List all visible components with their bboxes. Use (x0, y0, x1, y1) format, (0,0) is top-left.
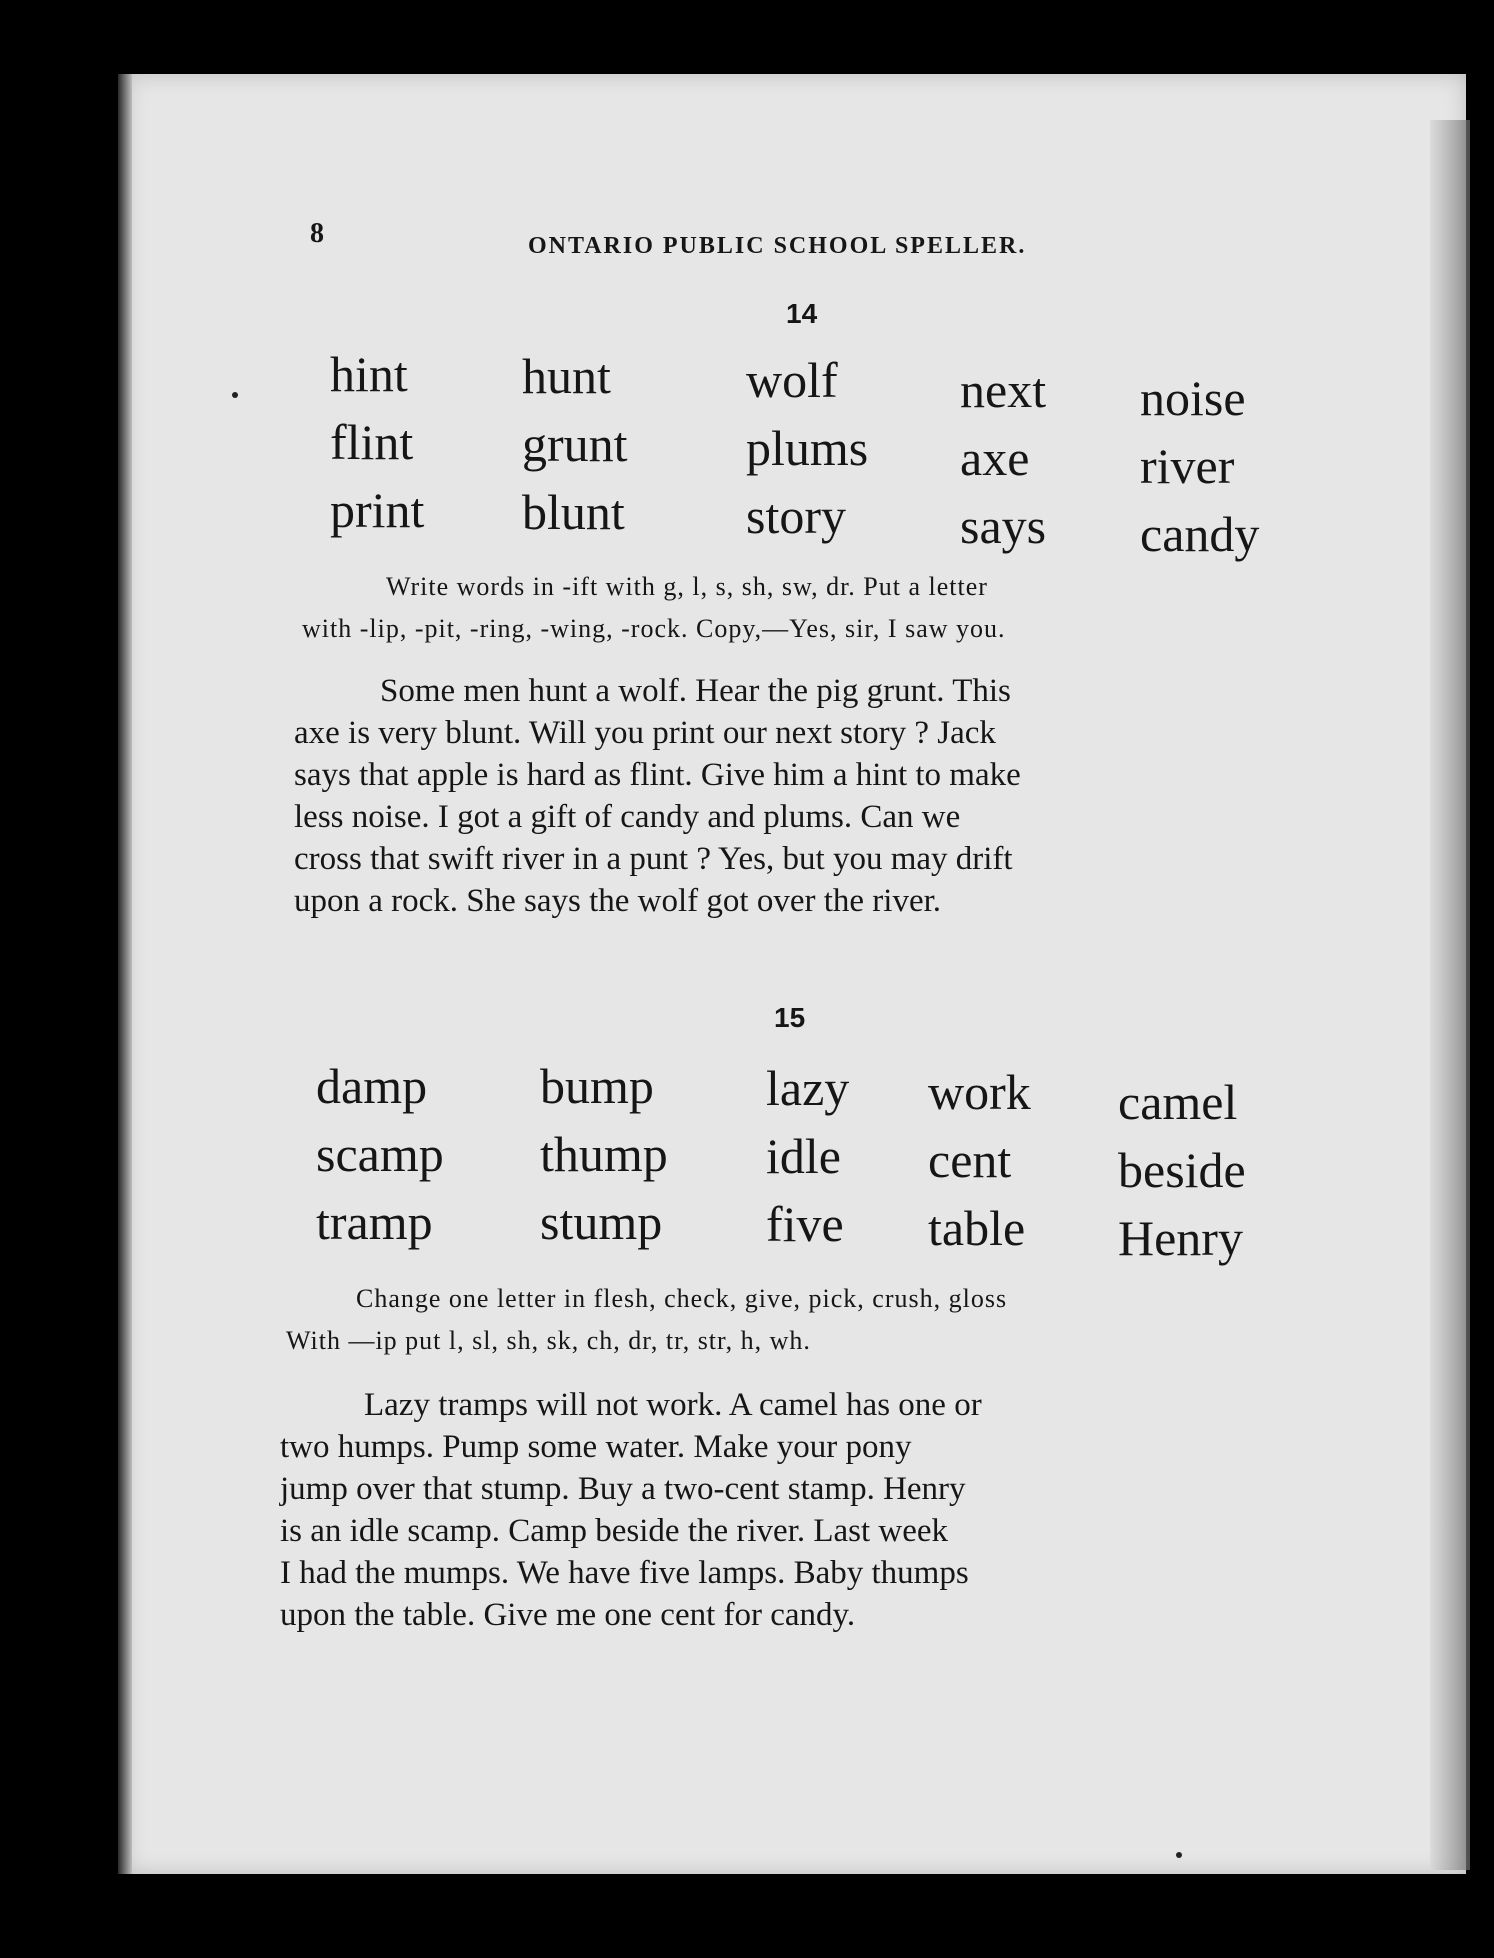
spelling-word: tramp (316, 1194, 433, 1250)
spelling-word: flint (330, 414, 414, 470)
spelling-word: Henry (1118, 1210, 1243, 1266)
paragraph-line: Some men hunt a wolf. Hear the pig grunt. This (380, 673, 1011, 709)
paragraph-line: upon a rock. She says the wolf got over the river. (294, 883, 942, 919)
spelling-word: cent (928, 1132, 1012, 1188)
page-number: 8 (310, 218, 324, 249)
word-column (522, 342, 628, 546)
lesson-14-exercise (302, 566, 1006, 650)
spelling-word: candy (1140, 506, 1260, 562)
word-column (1140, 364, 1259, 568)
spelling-word: stump (540, 1194, 663, 1250)
spelling-word: next (960, 362, 1047, 418)
word-column (1118, 1068, 1246, 1272)
spelling-word: plums (746, 420, 869, 476)
spelling-word: river (1140, 438, 1235, 494)
spelling-word: beside (1118, 1142, 1246, 1198)
paragraph-line: says that apple is hard as flint. Give him a hint to make (294, 757, 1021, 793)
spelling-word: lazy (766, 1060, 850, 1116)
paragraph-line: Lazy tramps will not work. A camel has one or (364, 1387, 982, 1423)
paragraph-line: jump over that stump. Buy a two-cent stamp. Henry (280, 1471, 966, 1507)
page-right-edge (1430, 120, 1470, 1870)
word-column (540, 1052, 668, 1256)
spelling-word: scamp (316, 1126, 444, 1182)
scan-speck (1176, 1852, 1182, 1858)
word-column (330, 340, 424, 544)
word-column (746, 346, 868, 550)
paragraph-line: two humps. Pump some water. Make your pony (280, 1429, 912, 1465)
spelling-word: camel (1118, 1074, 1238, 1130)
spelling-word: damp (316, 1058, 428, 1114)
lesson-15-number: 15 (774, 1002, 806, 1033)
paragraph-line: less noise. I got a gift of candy and plums. Can we (294, 799, 961, 835)
word-column (766, 1054, 849, 1258)
spelling-word: axe (960, 430, 1030, 486)
running-head: ONTARIO PUBLIC SCHOOL SPELLER. (528, 233, 1027, 259)
spelling-word: grunt (522, 416, 628, 472)
spelling-word: table (928, 1200, 1026, 1256)
scan-speck (232, 392, 238, 398)
exercise-line: With —ip put l, sl, sh, sk, ch, dr, tr, str, h, wh. (286, 1326, 811, 1355)
exercise-line: Change one letter in flesh, check, give, pick, crush, gloss (356, 1284, 1008, 1313)
word-column (960, 356, 1046, 560)
spelling-word: blunt (522, 484, 625, 540)
spelling-word: hint (330, 346, 408, 402)
spelling-word: work (928, 1064, 1031, 1120)
spelling-word: says (960, 498, 1047, 554)
lesson-15-exercise (286, 1278, 1007, 1362)
exercise-line: Write words in -ift with g, l, s, sh, sw, dr. Put a letter (386, 572, 988, 601)
exercise-line: with -lip, -pit, -ring, -wing, -rock. Copy,—Yes, sir, I saw you. (302, 614, 1006, 643)
spelling-word: hunt (522, 348, 611, 404)
paragraph-line: is an idle scamp. Camp beside the river. Last week (280, 1513, 949, 1549)
spelling-word: bump (540, 1058, 654, 1114)
spelling-word: thump (540, 1126, 668, 1182)
spelling-word: noise (1140, 370, 1246, 426)
lesson-14-number: 14 (786, 298, 818, 329)
paragraph-line: I had the mumps. We have five lamps. Baby thumps (280, 1555, 969, 1591)
paragraph-line: axe is very blunt. Will you print our next story ? Jack (294, 715, 996, 751)
word-column (928, 1058, 1031, 1262)
lesson-15-paragraph (280, 1384, 982, 1636)
lesson-14-paragraph (294, 670, 1021, 922)
page-left-edge (118, 74, 132, 1874)
spelling-word: five (766, 1196, 844, 1252)
word-column (316, 1052, 444, 1256)
spelling-word: print (330, 482, 425, 538)
spelling-word: idle (766, 1128, 841, 1184)
paragraph-line: upon the table. Give me one cent for candy. (280, 1597, 856, 1633)
paragraph-line: cross that swift river in a punt ? Yes, but you may drift (294, 841, 1013, 877)
spelling-word: wolf (746, 352, 838, 408)
spelling-word: story (746, 488, 846, 544)
